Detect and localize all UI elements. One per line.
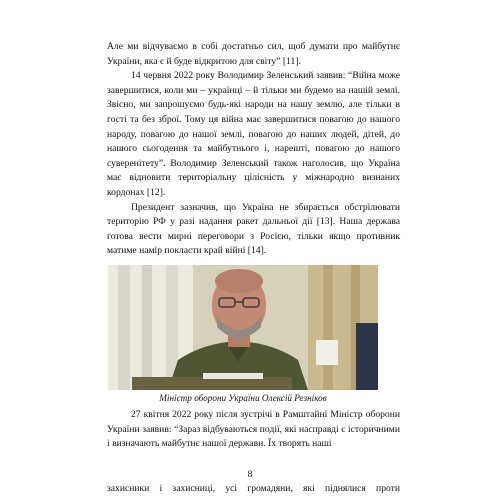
page-number: 8 <box>247 469 253 480</box>
top-text-block <box>107 40 400 259</box>
figure-caption: Міністр оборони України Олексій Резніков <box>159 393 327 403</box>
bottom-text-block <box>107 408 400 452</box>
paragraph-1: Але ми відчуваємо в собі достатньо сил, щоб думати про майбутнє України, яка є й буде відкритою для світу” [11]. <box>107 41 400 67</box>
photo-illustration <box>108 265 378 390</box>
paragraph-4: 27 квітня 2022 року після зустрічі в Рамштайні Міністр оборони України заявив: “Зараз відбуваються події, які насправді є історичними і визначають майбутнє нашої держави. Їх творять наші <box>107 409 400 450</box>
paragraph-4-tail: захисники і захисниці, усі громадяни, які піднялися проти <box>107 483 400 494</box>
paragraph-2: 14 червня 2022 року Володимир Зеленський заявив: “Війна може завершитися, коли ми – українці – й тільки ми будемо на нашій землі. Звісно, ми запрошуємо будь-які народи на нашу землю, але тільки в гості та без зброї. Тому ця війна має завершитися повагою до нашого народу, повагою до нашої землі, повагою до наших людей, дітей, до нашого сьогодення та майбутнього і, нарешті, повагою до нашого суверенітету”. Володимир Зеленський також наголосив, що Україна має відновити територіальну цілісність у міжнародно визнаних кордонах [12]. <box>107 70 400 198</box>
figure-photo <box>108 265 378 390</box>
paragraph-3: Президент зазначив, що Україна не збирається обстрілювати територію РФ у разі надання ракет дальньої дії [13]. Наша держава готова вести мирні переговори з Росією, тільки якщо противник матиме намір покласти край війні [14]. <box>107 201 400 257</box>
